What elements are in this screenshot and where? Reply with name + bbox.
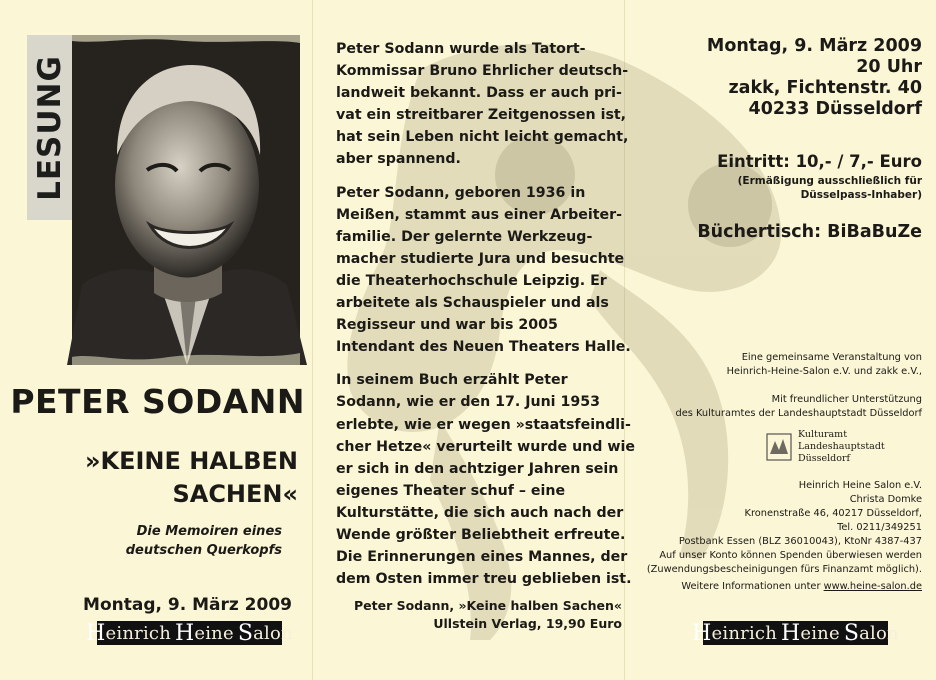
event-time: 20 Uhr <box>856 57 922 77</box>
logo-letter: H <box>692 620 712 646</box>
description-line: In seinem Buch erzählt Peter <box>336 372 568 389</box>
support-line: des Kulturamtes der Landeshauptstadt Düsseldorf <box>675 408 922 419</box>
contact-line: Christa Domke <box>849 494 922 505</box>
logo-letter: H <box>174 620 195 646</box>
description-line: Peter Sodann, geboren 1936 in <box>336 184 586 201</box>
fold-line <box>312 0 313 680</box>
description-line: eigenes Theater schuf – eine <box>336 482 566 499</box>
description-line: vat ein streitbarer Zeitgenossen ist, <box>336 107 627 124</box>
description-line: erlebte, wie er wegen »staatsfeindli- <box>336 416 631 433</box>
book-subtitle <box>0 522 282 560</box>
kulturamt-line: Landeshauptstadt Düsseldorf <box>798 441 885 464</box>
logo-letter: H <box>780 620 801 646</box>
logo-word: eine <box>194 622 234 644</box>
contact-line: (Zuwendungsbescheinigungen fürs Finanzamt möglich). <box>646 564 922 575</box>
description-line: Die Erinnerungen eines Mannes, der <box>336 549 628 566</box>
logo-word: einrich <box>711 622 777 644</box>
admission-note <box>622 174 922 202</box>
description-line: Sodann, wie er den 17. Juni 1953 <box>336 394 600 411</box>
organizers-note <box>622 351 922 379</box>
kulturamt-emblem-icon <box>766 432 792 462</box>
book-table: Büchertisch: BiBaBuZe <box>697 222 922 242</box>
contact-line: Tel. 0211/349251 <box>837 522 922 533</box>
contact-line: Heinrich Heine Salon e.V. <box>798 480 922 491</box>
portrait-photo <box>72 35 300 365</box>
description-paragraph <box>336 38 636 171</box>
description-line: er sich in den achtziger Jahren sein <box>336 460 619 477</box>
subtitle-line: deutschen Querkopfs <box>125 543 282 558</box>
organizers-line: Heinrich-Heine-Salon e.V. und zakk e.V., <box>726 366 922 377</box>
description-line: die Theaterhochschule Leipzig. Er <box>336 272 607 289</box>
description-text <box>336 38 636 601</box>
heinrich-heine-salon-logo-left <box>86 620 293 646</box>
description-line: dem Osten immer treu geblieben ist. <box>336 571 632 588</box>
description-line: macher studierte Jura und besuchte <box>336 250 625 267</box>
book-reference <box>300 597 622 633</box>
heinrich-heine-salon-logo-right <box>692 620 899 646</box>
event-city: 40233 Düsseldorf <box>748 99 922 119</box>
event-details <box>642 36 922 120</box>
more-info-prefix: Weitere Informationen unter <box>681 581 824 592</box>
description-line: cher Hetze« verurteilt wurde und wie <box>336 438 635 455</box>
lesung-vertical-label <box>27 35 73 220</box>
book-title <box>0 445 298 511</box>
admission-note-line: Düsselpass-Inhaber) <box>800 189 922 201</box>
logo-letter: S <box>237 620 254 646</box>
kulturamt-logo <box>766 429 926 465</box>
event-date-left: Montag, 9. März 2009 <box>83 595 292 615</box>
description-line: Wende größter Beliebtheit erfreute. <box>336 526 626 543</box>
description-line: aber spannend. <box>336 151 461 168</box>
contact-line: Kronenstraße 46, 40217 Düsseldorf, <box>744 508 922 519</box>
lesung-text: LESUNG <box>32 54 68 201</box>
subtitle-line: Die Memoiren eines <box>136 524 282 539</box>
description-line: familie. Der gelernte Werkzeug- <box>336 228 593 245</box>
support-line: Mit freundlicher Unterstützung <box>771 394 922 405</box>
book-reference-line: Peter Sodann, »Keine halben Sachen« <box>353 598 622 613</box>
event-venue: zakk, Fichtenstr. 40 <box>728 78 922 98</box>
admission-price: Eintritt: 10,- / 7,- Euro <box>717 152 922 171</box>
kulturamt-line: Kulturamt <box>798 429 848 440</box>
description-line: landweit bekannt. Dass er auch pri- <box>336 85 622 102</box>
book-title-line: SACHEN« <box>172 480 298 508</box>
speaker-name: PETER SODANN <box>10 382 305 421</box>
logo-word: alon <box>859 622 899 644</box>
contact-details <box>622 479 922 577</box>
logo-word: eine <box>800 622 840 644</box>
organizers-line: Eine gemeinsame Veranstaltung von <box>741 352 922 363</box>
website-link[interactable]: www.heine-salon.de <box>823 581 922 592</box>
description-paragraph <box>336 369 636 590</box>
description-line: Kulturstätte, die sich auch nach der <box>336 504 624 521</box>
description-line: Regisseur und war bis 2005 <box>336 317 558 334</box>
logo-word: alon <box>253 622 293 644</box>
event-date: Montag, 9. März 2009 <box>706 36 922 56</box>
admission-note-line: (Ermäßigung ausschließlich für <box>737 175 922 187</box>
description-line: Intendant des Neuen Theaters Halle. <box>336 339 631 356</box>
support-note <box>622 393 922 421</box>
description-line: hat sein Leben nicht leicht gemacht, <box>336 129 629 146</box>
logo-word: einrich <box>105 622 171 644</box>
logo-letter: S <box>843 620 860 646</box>
contact-line: Postbank Essen (BLZ 36010043), KtoNr 4387-437 <box>678 536 922 547</box>
description-line: Peter Sodann wurde als Tatort- <box>336 41 586 57</box>
book-reference-line: Ullstein Verlag, 19,90 Euro <box>433 616 622 631</box>
logo-letter: H <box>86 620 106 646</box>
description-line: Meißen, stammt aus einer Arbeiter- <box>336 206 623 223</box>
description-line: arbeitete als Schauspieler und als <box>336 295 609 312</box>
more-info <box>622 580 922 594</box>
book-title-line: »KEINE HALBEN <box>85 447 298 475</box>
contact-line: Auf unser Konto können Spenden überwiesen werden <box>659 550 922 561</box>
description-paragraph <box>336 182 636 359</box>
description-line: Kommissar Bruno Ehrlicher deutsch- <box>336 63 629 80</box>
